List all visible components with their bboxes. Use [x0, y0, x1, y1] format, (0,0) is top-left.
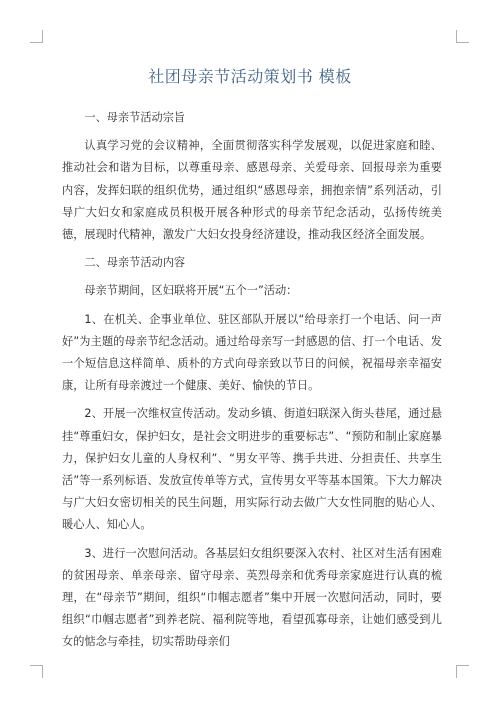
section-2-intro: 母亲节期间，区妇联将开展“五个一”活动： [84, 284, 298, 298]
list-item-1: 1、在机关、企事业单位、驻区部队开展以“给母亲打一个电话、问一声好”为主题的母亲节纪念活动。通过给母亲写一封感恩的信、打一个电话、发一个短信息这样简单、质朴的方式向母亲致以节日的问候，祝福母亲幸福安康，让所有母亲渡过一个健康、美好、愉快的节日。 [62, 312, 442, 393]
list-item-3: 3、进行一次慰问活动。各基层妇女组织要深入农村、社区对生活有困难的贫困母亲、单亲母亲、留守母亲、英烈母亲和优秀母亲家庭进行认真的梳理，在“母亲节”期间，组织“巾帼志愿者”集中开展一次慰问活动，同时，要组织“巾帼志愿者”到养老院、福利院等地，看望孤寡母亲，让她们感受到儿女的惦念与牵挂，切实帮助母亲们 [62, 546, 442, 649]
crop-mark-top-left [30, 30, 43, 43]
section-1-heading: 一、母亲节活动宗旨 [84, 111, 186, 124]
document-body [62, 107, 442, 654]
crop-mark-bottom-right [456, 665, 469, 678]
section-2-heading: 二、母亲节活动内容 [84, 256, 186, 270]
crop-mark-top-right [456, 30, 469, 43]
crop-mark-bottom-left [30, 665, 43, 678]
section-1-paragraph: 认真学习党的会议精神，全面贯彻落实科学发展观，以促进家庭和睦、推动社会和谐为目标，以尊重母亲、感恩母亲、关爱母亲、回报母亲为重要内容，发挥妇联的组织优势，通过组织“感恩母亲，拥抱亲情”系列活动，引导广大妇女和家庭成员积极开展各种形式的母亲节纪念活动，弘扬传统美德，展现时代精神，激发广大妇女投身经济建设，推动我区经济全面发展。 [62, 139, 442, 242]
document-title: 社团母亲节活动策划书 模板 [148, 67, 352, 86]
list-item-2: 2、开展一次维权宣传活动。发动乡镇、街道妇联深入街头巷尾，通过悬挂“尊重妇女，保护妇女，是社会文明进步的重要标志”、“预防和制止家庭暴力，保护妇女儿童的人身权利”、“男女平等、携手共进、分担责任、共享生活”等一系列标语、发放宣传单等方式，宣传男女平等基本国策。下大力解决与广大妇女密切相关的民生问题，用实际行动去做广大女性同胞的贴心人、暖心人、知心人。 [62, 407, 442, 532]
